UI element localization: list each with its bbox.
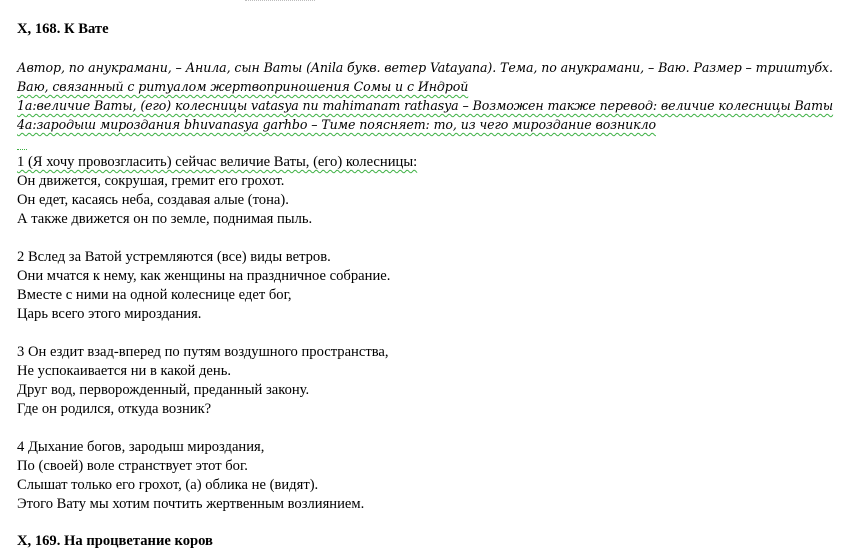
- note-line-2[interactable]: [17, 77, 468, 96]
- section-title: X, 168. К Вате: [17, 21, 109, 37]
- note-line-2-text[interactable]: Ваю, связанный с ритуалом жертвоприношения Сомы и с Индрой: [17, 79, 469, 94]
- stanza-4-line-1[interactable]: 4 Дыхание богов, зародыш мироздания,: [17, 439, 265, 455]
- stanza-2-line-3[interactable]: Вместе с ними на одной колеснице едет бог,: [17, 287, 292, 303]
- stanza-1-line-2[interactable]: Он движется, сокрушая, гремит его грохот.: [17, 173, 285, 189]
- note-line-1[interactable]: Автор, по анукрамани, – Анила, сын Ваты (Anila букв. ветер Vatayana). Тема, по анукрамани, – Ваю. Размер – триштубх.: [17, 60, 833, 75]
- grammar-mark: [17, 146, 27, 150]
- stanza-4-line-2[interactable]: По (своей) воле странствует этот бог.: [17, 458, 248, 474]
- stanza-2-line-2[interactable]: Они мчатся к нему, как женщины на праздничное собрание.: [17, 268, 391, 284]
- stanza-1-line-1[interactable]: [17, 153, 417, 172]
- stanza-4-line-4[interactable]: Этого Вату мы хотим почтить жертвенным возлиянием.: [17, 496, 365, 512]
- next-section-title: X, 169. На процветание коров: [17, 533, 213, 549]
- stanza-1-line-3[interactable]: Он едет, касаясь неба, создавая алые (тона).: [17, 192, 289, 208]
- stanza-3-line-2[interactable]: Не успокаивается ни в какой день.: [17, 363, 232, 379]
- page-top-divider: [245, 0, 315, 1]
- stanza-2-line-4[interactable]: Царь всего этого мироздания.: [17, 306, 202, 322]
- stanza-2-line-1[interactable]: 2 Вслед за Ватой устремляются (все) виды ветров.: [17, 249, 331, 265]
- note-line-3[interactable]: [17, 96, 833, 115]
- stanza-3-line-1[interactable]: 3 Он ездит взад-вперед по путям воздушного пространства,: [17, 344, 389, 360]
- note-line-4[interactable]: [17, 115, 656, 134]
- note-line-4-text[interactable]: 4a:зародыш мироздания bhuvanasya garhbo – Тиме поясняет: то, из чего мироздание возникло: [17, 117, 656, 132]
- stanza-3-line-4[interactable]: Где он родился, откуда возник?: [17, 401, 212, 417]
- stanza-1-line-1-text[interactable]: 1 (Я хочу провозгласить) сейчас величие Ваты, (его) колесницы:: [17, 154, 418, 170]
- stanza-4-line-3[interactable]: Слышат только его грохот, (а) облика не (видят).: [17, 477, 319, 493]
- stanza-3-line-3[interactable]: Друг вод, перворожденный, преданный закону.: [17, 382, 310, 398]
- note-line-3-text[interactable]: 1a:величие Ваты, (его) колесницы vatasya nu mahimanam rathasya – Возможен также перевод: величие колесницы Ваты: [17, 98, 834, 113]
- stanza-1-line-4[interactable]: А также движется он по земле, поднимая пыль.: [17, 211, 313, 227]
